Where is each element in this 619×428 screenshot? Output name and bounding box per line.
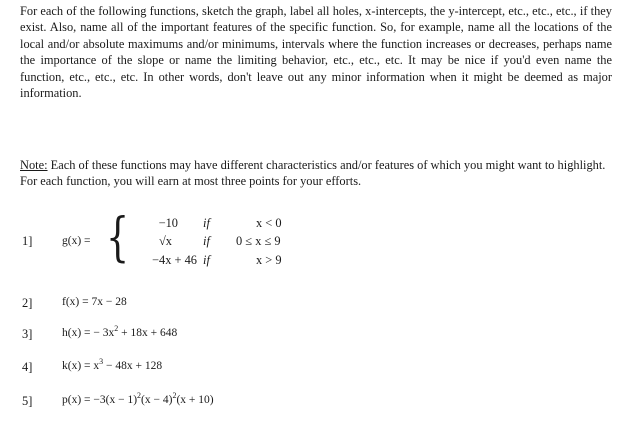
- note-paragraph: [20, 157, 612, 190]
- instructions-paragraph: For each of the following functions, sketch the graph, label all holes, x-intercepts, the y-intercept, etc., etc., etc., if they exist. Also, name all of the important features of the specific function. So, for example, name all the locations of the local and/or absolute maximums and/or minimums, intervals where the function increases or decreases, perhaps name the importance of the slope or name the limiting behavior, etc., etc., etc. It may be nice if you'd even name the function, etc., etc., etc. In other words, don't leave out any minor information when it might be deemed as major information.: [20, 4, 612, 101]
- problem-4-expr-a: k(x) = x: [62, 360, 100, 372]
- piece-1-expr: −10: [158, 216, 178, 230]
- problem-4-function: [62, 357, 163, 372]
- piece-2-expr: √x: [159, 234, 172, 248]
- piece-3-expr: −4x + 46: [152, 253, 197, 267]
- problem-3-number: 3]: [22, 327, 33, 341]
- problem-5-function: [62, 391, 214, 406]
- note-text: Each of these functions may have different characteristics and/or features of which you might want to highlight. For each function, you will earn at most three points for your efforts.: [20, 158, 606, 189]
- problem-2-function: [62, 296, 127, 308]
- piecewise-brace: {: [106, 208, 130, 268]
- problem-5-expr-a: p(x) = −3(x − 1): [62, 394, 138, 406]
- problem-4-exponent: 3: [99, 357, 104, 366]
- problem-5-expr-c: (x + 10): [176, 394, 214, 406]
- problem-5-expr-b: (x − 4): [141, 394, 173, 406]
- problem-2-expr: f(x) = 7x − 28: [62, 296, 127, 308]
- note-label: Note:: [20, 158, 48, 172]
- problem-3-function: [62, 324, 178, 339]
- problem-4-number: 4]: [22, 360, 33, 374]
- piece-3-cond: x > 9: [256, 253, 282, 267]
- problem-4-expr-b: − 48x + 128: [103, 360, 163, 372]
- problem-3-expr-a: h(x) = − 3x: [62, 327, 115, 339]
- piece-3-if: if: [203, 253, 210, 267]
- problem-5-exponent-2: 2: [172, 391, 177, 400]
- problem-3-exponent: 2: [114, 324, 119, 333]
- piece-2-if: if: [203, 234, 210, 248]
- problem-1-number: 1]: [22, 234, 33, 248]
- problem-3-expr-b: + 18x + 648: [118, 327, 178, 339]
- problem-2-number: 2]: [22, 296, 33, 310]
- problem-1-lhs: g(x) =: [62, 235, 91, 247]
- problem-5-exponent-1: 2: [137, 391, 142, 400]
- piece-1-cond: x < 0: [256, 216, 282, 230]
- piece-2-cond: 0 ≤ x ≤ 9: [236, 234, 281, 248]
- piece-1-if: if: [203, 216, 210, 230]
- problem-5-number: 5]: [22, 394, 33, 408]
